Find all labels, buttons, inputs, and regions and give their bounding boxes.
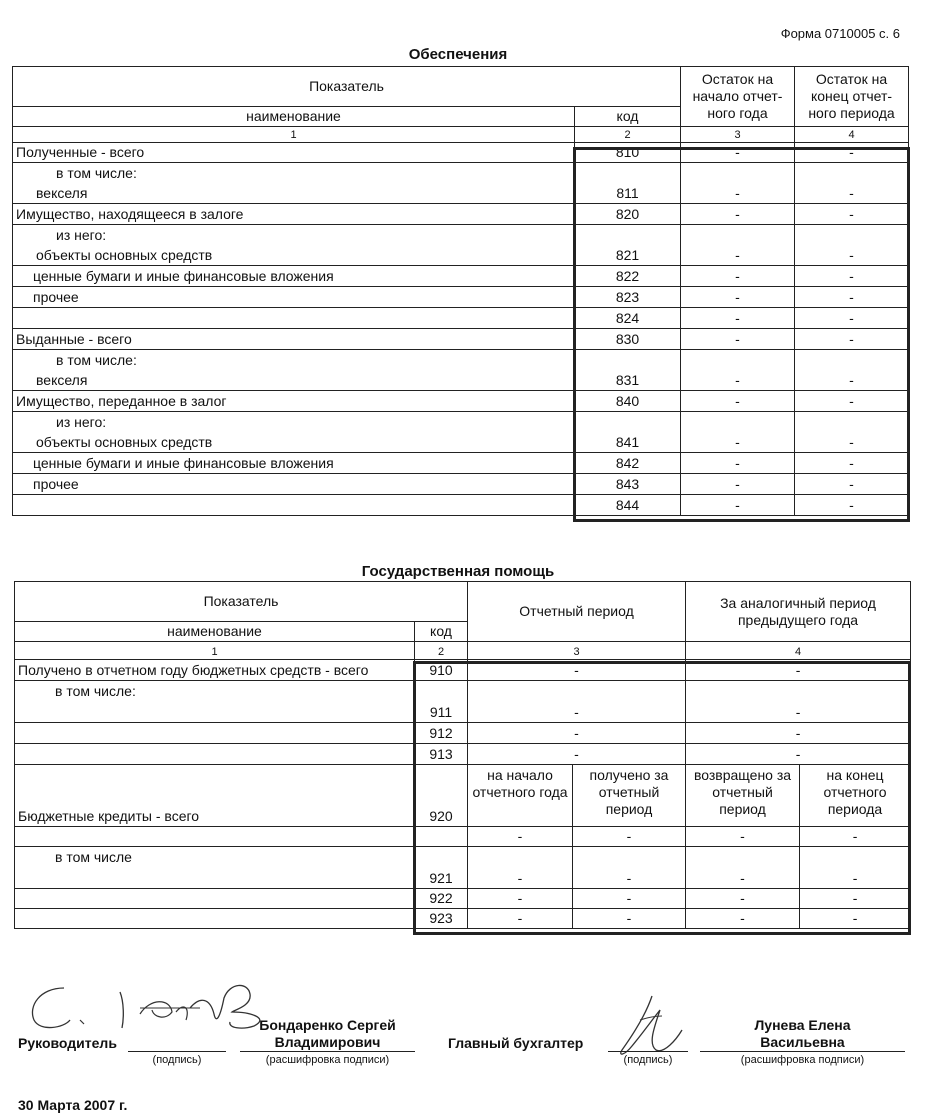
row-name: прочее: [13, 287, 575, 308]
signature-caption: (подпись): [623, 1054, 673, 1066]
row-name: Имущество, находящееся в залоге: [13, 204, 575, 225]
row-start: -: [681, 474, 795, 495]
table-row: [13, 225, 909, 266]
row-end: -: [795, 143, 909, 163]
received-header: получено за отчетный период: [573, 765, 686, 827]
row-filler: [415, 827, 468, 847]
row-filler: [15, 827, 415, 847]
head-label: Руководитель: [18, 1035, 117, 1051]
table-row: [15, 681, 911, 723]
row-code: 824: [575, 308, 681, 329]
row-name: [13, 225, 575, 266]
row-name: [15, 889, 415, 909]
row-name-text: объекты основных средств: [36, 434, 213, 450]
col-number: 1: [13, 127, 575, 143]
row-name: [15, 744, 415, 765]
form-number: Форма 0710005 с. 6: [780, 26, 900, 41]
head-name-line1: Бондаренко Сергей: [259, 1017, 396, 1033]
table-row: [15, 660, 911, 681]
row-start: -: [681, 163, 795, 204]
row-end: -: [795, 287, 909, 308]
table-row: [15, 723, 911, 744]
row-code: 922: [415, 889, 468, 909]
accountant-name-line1: Лунева Елена: [754, 1017, 851, 1033]
row-code: 841: [575, 412, 681, 453]
row-end: -: [795, 412, 909, 453]
row-current: -: [468, 660, 686, 681]
state-aid-table: [14, 581, 911, 929]
table-row: [15, 847, 911, 889]
row-start: -: [681, 225, 795, 266]
row-start: -: [681, 350, 795, 391]
row-current: -: [468, 723, 686, 744]
row-name-text: векселя: [36, 372, 88, 388]
row-v4: -: [800, 827, 911, 847]
head-signature-line: [128, 1051, 226, 1052]
col-number: 3: [468, 642, 686, 660]
table-row: [13, 495, 909, 516]
row-prev: -: [686, 744, 911, 765]
row-name: ценные бумаги и иные финансовые вложения: [13, 266, 575, 287]
returned-header: возвращено за отчетный период: [686, 765, 800, 827]
decoding-caption: (расшифровка подписи): [740, 1054, 865, 1066]
table-row: [13, 266, 909, 287]
row-name: [13, 412, 575, 453]
report-date: 30 Марта 2007 г.: [18, 1097, 128, 1113]
row-v2: -: [573, 827, 686, 847]
row-v4: -: [800, 847, 911, 889]
row-name: Выданные - всего: [13, 329, 575, 350]
table-row: [15, 744, 911, 765]
row-code: 844: [575, 495, 681, 516]
row-start: -: [681, 495, 795, 516]
row-end: -: [795, 391, 909, 412]
row-start: -: [681, 391, 795, 412]
row-end: -: [795, 163, 909, 204]
row-start: -: [681, 287, 795, 308]
row-end: -: [795, 225, 909, 266]
end-balance-header: Остаток на конец отчет-ного периода: [795, 67, 909, 127]
row-name: Полученные - всего: [13, 143, 575, 163]
row-v4: -: [800, 909, 911, 929]
row-prev: -: [686, 660, 911, 681]
row-end: -: [795, 350, 909, 391]
table-row: [13, 163, 909, 204]
row-subheading: из него:: [56, 227, 107, 243]
row-end: -: [795, 329, 909, 350]
row-code: 912: [415, 723, 468, 744]
row-code: 921: [415, 847, 468, 889]
row-v3: -: [686, 889, 800, 909]
table-row: [13, 412, 909, 453]
row-end: -: [795, 495, 909, 516]
col-number: 4: [795, 127, 909, 143]
row-end: -: [795, 453, 909, 474]
row-current: -: [468, 681, 686, 723]
row-code: 910: [415, 660, 468, 681]
row-start: -: [681, 204, 795, 225]
row-name: [13, 163, 575, 204]
table-row: [13, 204, 909, 225]
col-number: 3: [681, 127, 795, 143]
row-start: -: [681, 412, 795, 453]
row-v1: -: [468, 827, 573, 847]
row-subheading: в том числе:: [56, 165, 137, 181]
row-end: -: [795, 204, 909, 225]
row-v3: -: [686, 847, 800, 889]
table-row: [13, 143, 909, 163]
head-decoding-line: [240, 1051, 415, 1052]
row-end: -: [795, 474, 909, 495]
table-row: [15, 765, 911, 827]
table-row: [13, 308, 909, 329]
reporting-period-header: Отчетный период: [468, 582, 686, 642]
row-name-text: векселя: [36, 185, 88, 201]
row-v3: -: [686, 827, 800, 847]
accountant-label: Главный бухгалтер: [448, 1035, 584, 1051]
name-header: наименование: [13, 107, 575, 127]
table-row: [13, 329, 909, 350]
row-code: 822: [575, 266, 681, 287]
table-row: [15, 827, 911, 847]
row-v2: -: [573, 847, 686, 889]
row-v1: -: [468, 909, 573, 929]
row-code: 823: [575, 287, 681, 308]
head-name-line2: Владимирович: [274, 1034, 381, 1050]
row-v3: -: [686, 909, 800, 929]
accountant-decoding-line: [700, 1051, 905, 1052]
row-name: [15, 723, 415, 744]
row-prev: -: [686, 681, 911, 723]
table-row: [13, 391, 909, 412]
signature-caption: (подпись): [152, 1054, 202, 1066]
row-end: -: [795, 266, 909, 287]
row-name: в том числе:: [15, 681, 415, 723]
table-row: [13, 453, 909, 474]
row-name: ценные бумаги и иные финансовые вложения: [13, 453, 575, 474]
row-start: -: [681, 308, 795, 329]
row-code: 920: [415, 765, 468, 827]
row-code: 830: [575, 329, 681, 350]
row-code: 810: [575, 143, 681, 163]
table-row: [13, 474, 909, 495]
row-code: 913: [415, 744, 468, 765]
col-number: 1: [15, 642, 415, 660]
col-number: 4: [686, 642, 911, 660]
row-code: 831: [575, 350, 681, 391]
guarantees-table: [12, 66, 909, 516]
row-current: -: [468, 744, 686, 765]
row-start: -: [681, 266, 795, 287]
state-aid-title: Государственная помощь: [361, 563, 555, 580]
row-prev: -: [686, 723, 911, 744]
indicator-header: Показатель: [15, 582, 468, 622]
row-code: 821: [575, 225, 681, 266]
indicator-header: Показатель: [13, 67, 681, 107]
row-name: Получено в отчетном году бюджетных средств - всего: [15, 660, 415, 681]
row-code: 820: [575, 204, 681, 225]
col-number: 2: [415, 642, 468, 660]
row-v1: -: [468, 889, 573, 909]
row-code: 842: [575, 453, 681, 474]
table-row: [15, 889, 911, 909]
row-code: 811: [575, 163, 681, 204]
row-name: Бюджетные кредиты - всего: [15, 765, 415, 827]
start-balance-header: Остаток на начало отчет-ного года: [681, 67, 795, 127]
end-of-period-header: на конец отчетного периода: [800, 765, 911, 827]
prev-period-header: За аналогичный период предыдущего года: [686, 582, 911, 642]
row-start: -: [681, 453, 795, 474]
row-name: [13, 495, 575, 516]
row-name: [13, 350, 575, 391]
row-name: [15, 909, 415, 929]
row-name: Имущество, переданное в залог: [13, 391, 575, 412]
row-code: 843: [575, 474, 681, 495]
code-header: код: [415, 622, 468, 642]
row-start: -: [681, 143, 795, 163]
guarantees-title: Обеспечения: [408, 46, 508, 63]
row-code: 911: [415, 681, 468, 723]
row-v2: -: [573, 889, 686, 909]
accountant-name-line2: Васильевна: [760, 1034, 845, 1050]
row-subheading: в том числе:: [56, 352, 137, 368]
code-header: код: [575, 107, 681, 127]
row-name-text: объекты основных средств: [36, 247, 213, 263]
row-end: -: [795, 308, 909, 329]
row-v1: -: [468, 847, 573, 889]
table-row: [13, 350, 909, 391]
table-row: [15, 909, 911, 929]
row-start: -: [681, 329, 795, 350]
row-v2: -: [573, 909, 686, 929]
row-code: 840: [575, 391, 681, 412]
start-of-year-header: на начало отчетного года: [468, 765, 573, 827]
accountant-signature-line: [608, 1051, 688, 1052]
name-header: наименование: [15, 622, 415, 642]
row-name: [13, 308, 575, 329]
row-name: в том числе: [15, 847, 415, 889]
row-code: 923: [415, 909, 468, 929]
row-subheading: из него:: [56, 414, 107, 430]
row-v4: -: [800, 889, 911, 909]
row-name: прочее: [13, 474, 575, 495]
col-number: 2: [575, 127, 681, 143]
table-row: [13, 287, 909, 308]
decoding-caption: (расшифровка подписи): [265, 1054, 390, 1066]
